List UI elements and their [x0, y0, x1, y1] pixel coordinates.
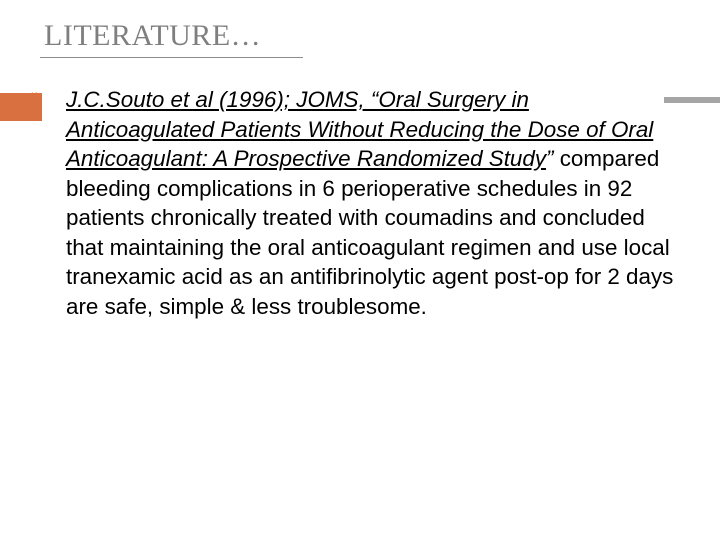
bullet-text: compared bleeding complications in 6 perioperative schedules in 92 patients chronically treated with coumadins and concluded that maintaining the oral anticoagulant regimen and use local tranexamic acid as an antifibrinolytic agent post-op for 2 days are safe, simple & less troublesome.: [66, 146, 674, 319]
title-underline: [40, 57, 303, 58]
citation-close-quote: ”: [546, 146, 554, 171]
bullet-icon: ❧: [30, 88, 42, 104]
slide-title: LITERATURE…: [44, 19, 262, 52]
citation: J.C.Souto et al (1996); JOMS, “Oral Surgery in Anticoagulated Patients Without Reducing the Dose of Oral Anticoagulant: A Prospective Randomized Study: [66, 87, 654, 171]
bullet-paragraph: [66, 85, 676, 321]
